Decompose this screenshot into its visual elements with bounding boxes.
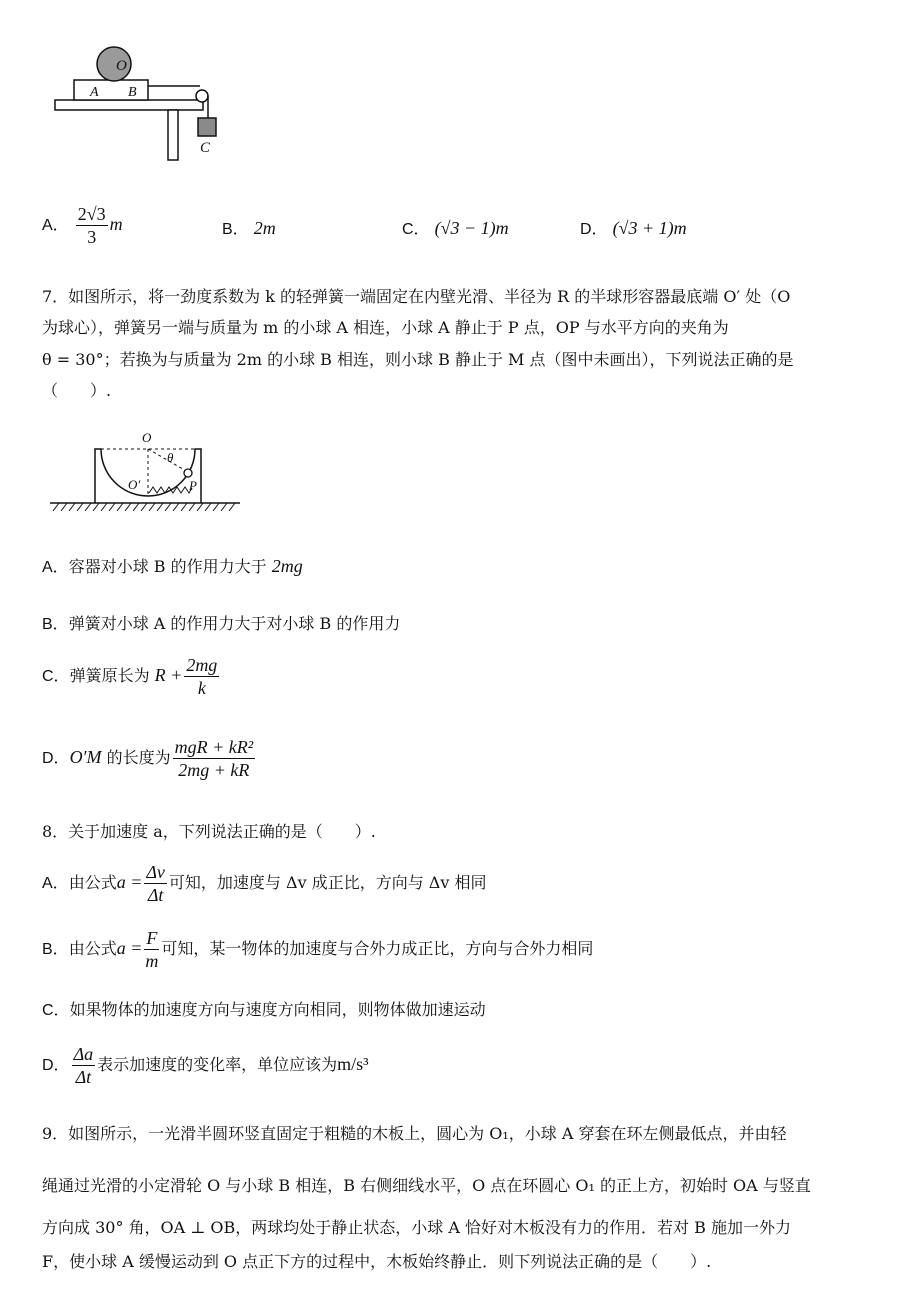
label-c: C <box>200 140 211 156</box>
denominator: Δt <box>147 885 164 905</box>
q8-option-d[interactable] <box>42 1044 369 1087</box>
label-a: A <box>90 85 99 100</box>
q7-line-4: （ ）. <box>42 381 112 400</box>
q7-line-3: θ = 30°；若换为与质量为 2m 的小球 B 相连，则小球 B 静止于 M 点（图中未画出），下列说法正确的是 <box>42 350 794 369</box>
option-label: B． <box>42 616 69 633</box>
spring <box>149 487 192 493</box>
math-lhs: a = <box>116 938 143 958</box>
q7-figure <box>45 425 245 520</box>
option-text: 容器对小球 B 的作用力大于 <box>68 557 272 576</box>
q6-option-d[interactable] <box>580 216 687 239</box>
q7-option-a[interactable] <box>42 556 303 578</box>
label-o: O <box>116 58 127 74</box>
q7-option-d[interactable] <box>42 737 257 780</box>
option-label: A． <box>42 875 69 892</box>
ground-hatch <box>53 503 235 511</box>
option-label: A． <box>42 217 69 234</box>
option-label: D． <box>580 221 608 238</box>
option-label: C． <box>402 221 430 238</box>
option-pre: 由公式 <box>68 939 117 958</box>
q8-option-a[interactable] <box>42 862 486 905</box>
numerator: F <box>146 928 158 948</box>
option-text: (√3 − 1)m <box>434 218 509 238</box>
label-b: B <box>128 85 137 100</box>
unit: m/s³ <box>337 1054 369 1074</box>
denominator: Δt <box>75 1067 92 1087</box>
q7-option-b[interactable] <box>42 614 400 635</box>
option-text: 的长度为 <box>101 748 171 767</box>
option-label: D． <box>42 750 70 767</box>
option-label: C． <box>42 1002 70 1019</box>
numerator: 2√3 <box>77 204 106 224</box>
option-text: 弹簧对小球 A 的作用力大于对小球 B 的作用力 <box>68 614 401 633</box>
numerator: Δa <box>73 1044 94 1064</box>
block-ab <box>74 80 148 100</box>
option-post: 可知，某一物体的加速度与合外力成正比，方向与合外力相同 <box>161 939 594 958</box>
option-label: D． <box>42 1057 70 1074</box>
option-label: A． <box>42 559 69 576</box>
q7-line-2: 为球心），弹簧另一端与质量为 m 的小球 A 相连，小球 A 静止于 P 点，OP 与水平方向的夹角为 <box>42 318 729 337</box>
pulley <box>196 90 208 102</box>
q6-figure <box>50 40 230 165</box>
q9-line-4: F，使小球 A 缓慢运动到 O 点正下方的过程中，木板始终静止．则下列说法正确的是（ ）. <box>42 1252 712 1271</box>
fraction <box>76 204 108 247</box>
fraction <box>173 737 256 780</box>
fraction <box>184 655 219 698</box>
q8-option-c[interactable] <box>42 1000 486 1021</box>
table-top <box>55 100 203 110</box>
q9-line-1: 9．如图所示，一光滑半圆环竖直固定于粗糙的木板上，圆心为 O₁，小球 A 穿套在环左侧最低点，并由轻 <box>42 1124 787 1143</box>
q7-line-1: 7．如图所示，将一劲度系数为 k 的轻弹簧一端固定在内壁光滑、半径为 R 的半球形容器最底端 O′ 处（O <box>42 287 791 306</box>
option-post: 可知，加速度与 Δv 成正比，方向与 Δv 相同 <box>168 873 487 892</box>
fraction <box>144 928 159 971</box>
option-pre: 由公式 <box>68 873 117 892</box>
option-text: 弹簧原长为 <box>69 666 155 685</box>
label-theta: θ <box>167 450 174 465</box>
variable-m: m <box>109 214 123 234</box>
q6-option-a[interactable] <box>42 204 123 247</box>
weight-c <box>198 118 216 136</box>
option-label: C． <box>42 668 70 685</box>
q6-option-c[interactable] <box>402 216 509 239</box>
denominator: k <box>197 678 206 698</box>
q7-option-c[interactable] <box>42 655 221 698</box>
denominator: m <box>145 951 159 971</box>
q8-stem: 8．关于加速度 a，下列说法正确的是（ ）. <box>42 822 376 841</box>
fraction <box>144 862 167 905</box>
option-label: B． <box>222 221 249 238</box>
option-text: (√3 + 1)m <box>612 218 687 238</box>
q6-option-b[interactable] <box>222 216 276 239</box>
option-text: 2m <box>253 218 276 238</box>
label-p: P <box>189 478 197 493</box>
ball-p <box>184 469 192 477</box>
numerator: 2mg <box>186 655 218 675</box>
numerator: mgR + kR² <box>174 737 254 757</box>
numerator: Δv <box>146 862 165 882</box>
q9-line-3: 方向成 30° 角，OA ⊥ OB，两球均处于静止状态，小球 A 恰好对木板没有力的作用．若对 B 施加一外力 <box>42 1218 791 1237</box>
option-label: B． <box>42 941 69 958</box>
fraction <box>72 1044 96 1087</box>
table-leg <box>168 110 178 160</box>
math-lhs: a = <box>116 872 143 892</box>
math-lhs: O′M <box>69 747 102 767</box>
math: 2mg <box>271 556 303 576</box>
denominator: 2mg + kR <box>178 760 250 780</box>
label-o-prime: O′ <box>128 477 141 492</box>
math-lhs: R + <box>154 665 183 685</box>
option-post: 表示加速度的变化率，单位应该为 <box>97 1055 338 1074</box>
denominator: 3 <box>87 227 97 247</box>
option-text: 如果物体的加速度方向与速度方向相同，则物体做加速运动 <box>69 1000 486 1019</box>
q8-option-b[interactable] <box>42 928 593 971</box>
q9-line-2: 绳通过光滑的小定滑轮 O 与小球 B 相连，B 右侧细线水平，O 点在环圆心 O₁ 的正上方，初始时 OA 与竖直 <box>42 1176 811 1195</box>
label-o: O <box>142 430 152 445</box>
